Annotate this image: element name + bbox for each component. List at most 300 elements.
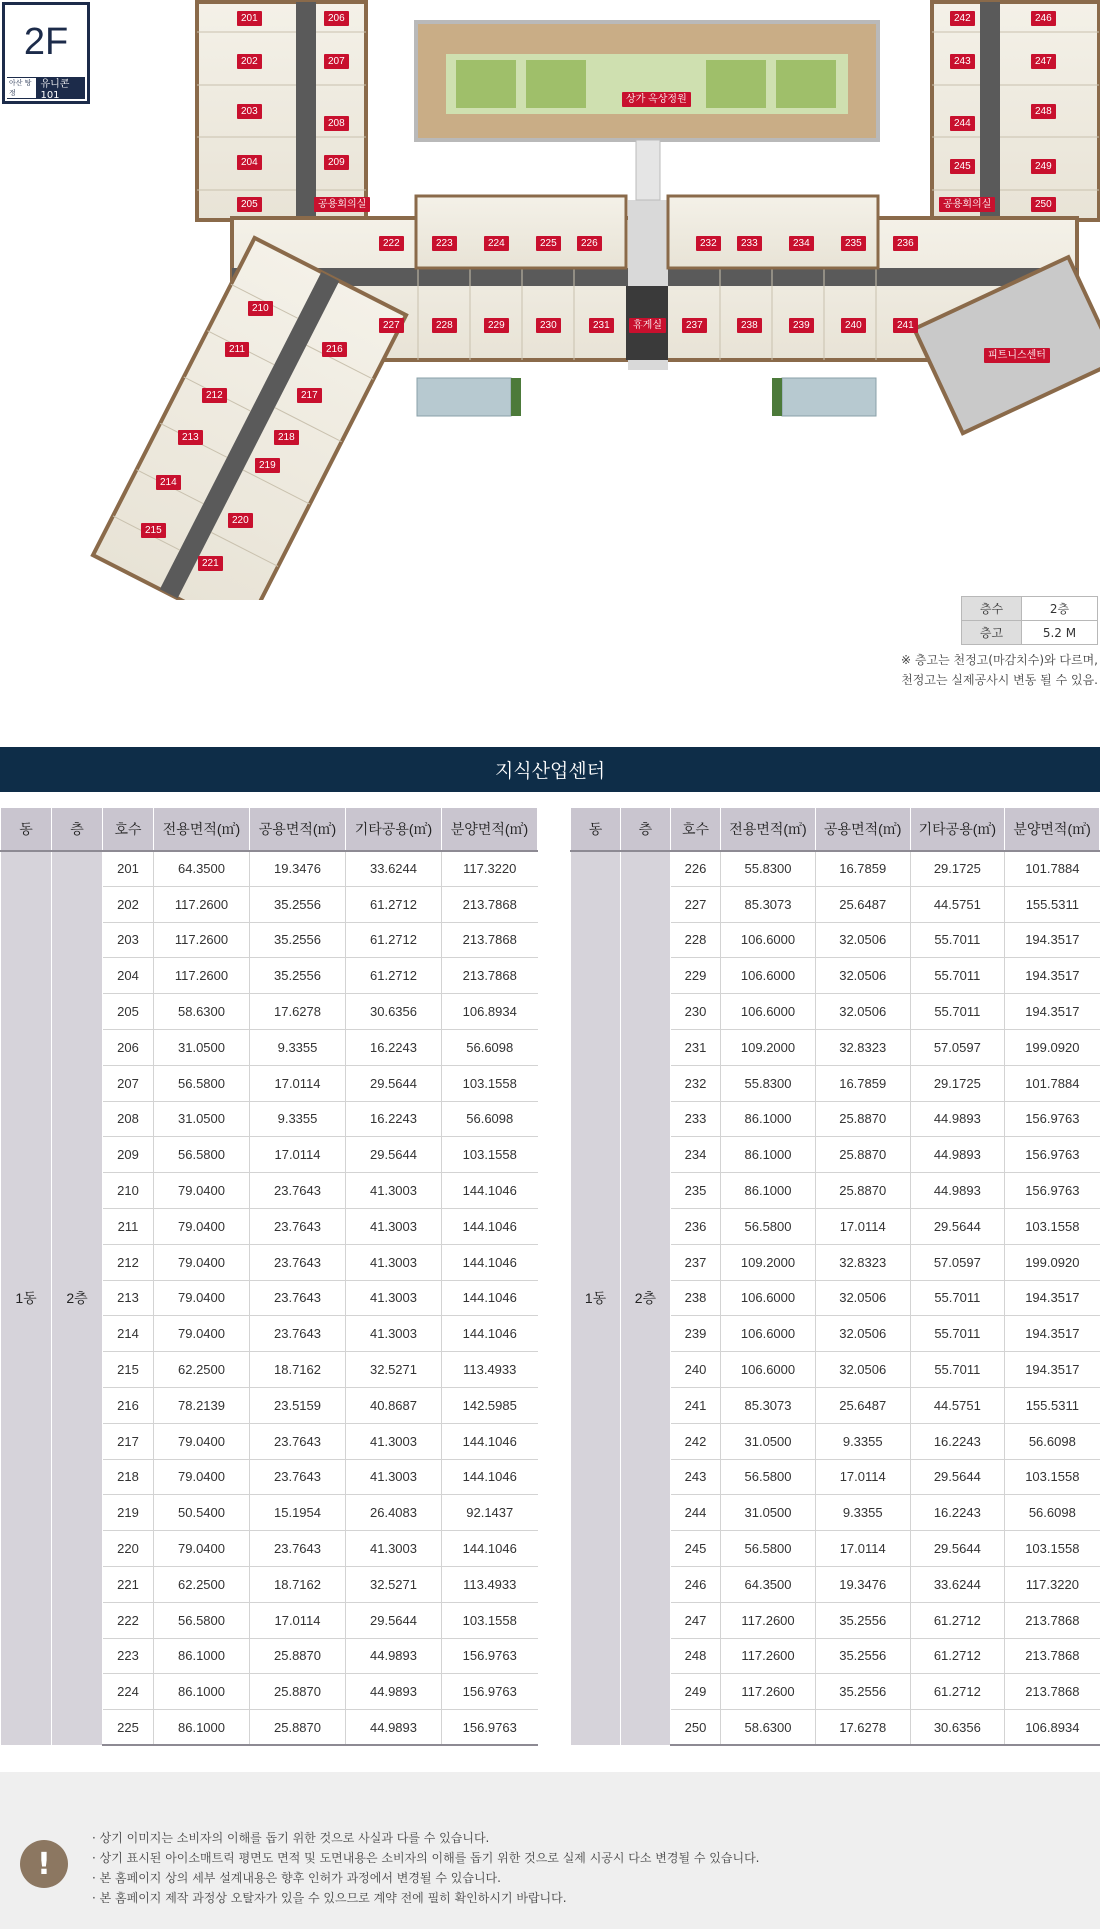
cell-private-area: 50.5400 xyxy=(154,1495,250,1531)
cell-sale-area: 117.3220 xyxy=(1005,1566,1100,1602)
unit-tag-228: 228 xyxy=(432,318,457,333)
cell-common-area: 25.6487 xyxy=(815,1387,910,1423)
cell-common-area: 25.8870 xyxy=(815,1173,910,1209)
cell-private-area: 117.2600 xyxy=(721,1674,816,1710)
unit-tag-239: 239 xyxy=(789,318,814,333)
cell-other-common: 29.5644 xyxy=(346,1602,442,1638)
cell-private-area: 106.6000 xyxy=(721,994,816,1030)
table-body xyxy=(571,851,1100,1746)
lounge-tag: 휴게실 xyxy=(629,318,666,333)
unit-tag-216: 216 xyxy=(322,342,347,357)
cell-other-common: 16.2243 xyxy=(346,1101,442,1137)
unit-tag-210: 210 xyxy=(248,301,273,316)
header-private: 전용면적(㎡) xyxy=(721,808,816,851)
cell-sale-area: 103.1558 xyxy=(442,1137,538,1173)
cell-unit: 201 xyxy=(103,851,154,887)
cell-common-area: 35.2556 xyxy=(815,1602,910,1638)
unit-tag-249: 249 xyxy=(1031,159,1056,174)
cell-other-common: 41.3003 xyxy=(346,1244,442,1280)
cell-floor: 2층 xyxy=(620,851,670,1746)
unit-tag-212: 212 xyxy=(202,388,227,403)
rooftop-garden-tag: 상가 옥상정원 xyxy=(622,92,691,107)
cell-private-area: 31.0500 xyxy=(154,1029,250,1065)
header-floor: 층 xyxy=(620,808,670,851)
cell-sale-area: 103.1558 xyxy=(1005,1208,1100,1244)
unit-tag-241: 241 xyxy=(893,318,918,333)
cell-private-area: 79.0400 xyxy=(154,1459,250,1495)
cell-dong: 1동 xyxy=(1,851,52,1746)
cell-other-common: 41.3003 xyxy=(346,1531,442,1567)
cell-unit: 207 xyxy=(103,1065,154,1101)
cell-other-common: 41.3003 xyxy=(346,1280,442,1316)
unit-tag-235: 235 xyxy=(841,236,866,251)
cell-other-common: 55.7011 xyxy=(910,958,1005,994)
notice-item: · 본 홈페이지 상의 세부 설계내용은 향후 인허가 과정에서 변경될 수 있습니다. xyxy=(92,1871,501,1885)
cell-other-common: 61.2712 xyxy=(346,886,442,922)
notice-item: · 상기 이미지는 소비자의 이해를 돕기 위한 것으로 사실과 다를 수 있습니다. xyxy=(92,1831,490,1845)
cell-common-area: 15.1954 xyxy=(250,1495,346,1531)
cell-unit: 229 xyxy=(670,958,720,994)
cell-other-common: 41.3003 xyxy=(346,1173,442,1209)
floor-plan-drawing xyxy=(0,0,1100,600)
cell-common-area: 25.8870 xyxy=(250,1710,346,1746)
cell-common-area: 23.7643 xyxy=(250,1459,346,1495)
cell-unit: 225 xyxy=(103,1710,154,1746)
cell-common-area: 17.0114 xyxy=(815,1531,910,1567)
cell-sale-area: 103.1558 xyxy=(442,1065,538,1101)
cell-unit: 249 xyxy=(670,1674,720,1710)
cell-unit: 208 xyxy=(103,1101,154,1137)
header-unit: 호수 xyxy=(670,808,720,851)
cell-common-area: 35.2556 xyxy=(250,958,346,994)
cell-other-common: 32.5271 xyxy=(346,1352,442,1388)
cell-other-common: 44.9893 xyxy=(346,1638,442,1674)
unit-tag-204: 204 xyxy=(237,155,262,170)
cell-common-area: 17.0114 xyxy=(250,1602,346,1638)
unit-tag-233: 233 xyxy=(737,236,762,251)
cell-sale-area: 103.1558 xyxy=(442,1602,538,1638)
cell-private-area: 85.3073 xyxy=(721,886,816,922)
cell-private-area: 117.2600 xyxy=(154,886,250,922)
unit-tag-229: 229 xyxy=(484,318,509,333)
cell-unit: 210 xyxy=(103,1173,154,1209)
cell-unit: 231 xyxy=(670,1029,720,1065)
cell-unit: 223 xyxy=(103,1638,154,1674)
table-header-row xyxy=(1,808,538,851)
cell-sale-area: 144.1046 xyxy=(442,1208,538,1244)
cell-private-area: 86.1000 xyxy=(154,1638,250,1674)
cell-private-area: 106.6000 xyxy=(721,1352,816,1388)
cell-common-area: 32.0506 xyxy=(815,922,910,958)
cell-other-common: 61.2712 xyxy=(910,1674,1005,1710)
cell-unit: 246 xyxy=(670,1566,720,1602)
cell-sale-area: 103.1558 xyxy=(1005,1459,1100,1495)
cell-private-area: 79.0400 xyxy=(154,1173,250,1209)
cell-sale-area: 155.5311 xyxy=(1005,1387,1100,1423)
cell-common-area: 19.3476 xyxy=(250,851,346,887)
section-title: 지식산업센터 xyxy=(0,747,1100,792)
table-header-row xyxy=(571,808,1100,851)
cell-private-area: 86.1000 xyxy=(154,1710,250,1746)
cell-other-common: 44.5751 xyxy=(910,1387,1005,1423)
cell-other-common: 55.7011 xyxy=(910,1316,1005,1352)
info-value: 5.2 M xyxy=(1022,621,1098,645)
cell-private-area: 56.5800 xyxy=(721,1208,816,1244)
header-common: 공용면적(㎡) xyxy=(815,808,910,851)
cell-common-area: 32.0506 xyxy=(815,958,910,994)
unit-tag-248: 248 xyxy=(1031,104,1056,119)
cell-private-area: 78.2139 xyxy=(154,1387,250,1423)
cell-other-common: 33.6244 xyxy=(910,1566,1005,1602)
cell-private-area: 55.8300 xyxy=(721,1065,816,1101)
cell-common-area: 17.0114 xyxy=(250,1137,346,1173)
cell-other-common: 61.2712 xyxy=(346,958,442,994)
cell-sale-area: 194.3517 xyxy=(1005,994,1100,1030)
unit-tag-225: 225 xyxy=(536,236,561,251)
cell-other-common: 30.6356 xyxy=(910,1710,1005,1746)
header-dong: 동 xyxy=(571,808,621,851)
cell-unit: 202 xyxy=(103,886,154,922)
meeting-room-tag-right: 공용회의실 xyxy=(939,197,995,212)
cell-common-area: 25.6487 xyxy=(815,886,910,922)
unit-tag-223: 223 xyxy=(432,236,457,251)
cell-private-area: 106.6000 xyxy=(721,1316,816,1352)
cell-common-area: 19.3476 xyxy=(815,1566,910,1602)
cell-private-area: 106.6000 xyxy=(721,922,816,958)
cell-other-common: 29.5644 xyxy=(910,1208,1005,1244)
cell-common-area: 32.0506 xyxy=(815,1280,910,1316)
header-total: 분양면적(㎡) xyxy=(1005,808,1100,851)
cell-common-area: 16.7859 xyxy=(815,1065,910,1101)
cell-other-common: 32.5271 xyxy=(346,1566,442,1602)
cell-private-area: 79.0400 xyxy=(154,1316,250,1352)
cell-unit: 217 xyxy=(103,1423,154,1459)
unit-tag-209: 209 xyxy=(324,155,349,170)
cell-unit: 213 xyxy=(103,1280,154,1316)
cell-unit: 233 xyxy=(670,1101,720,1137)
cell-private-area: 79.0400 xyxy=(154,1423,250,1459)
cell-common-area: 23.7643 xyxy=(250,1244,346,1280)
cell-unit: 228 xyxy=(670,922,720,958)
unit-tag-226: 226 xyxy=(577,236,602,251)
cell-private-area: 56.5800 xyxy=(154,1065,250,1101)
cell-unit: 218 xyxy=(103,1459,154,1495)
cell-sale-area: 156.9763 xyxy=(442,1638,538,1674)
cell-sale-area: 156.9763 xyxy=(442,1674,538,1710)
cell-sale-area: 106.8934 xyxy=(442,994,538,1030)
cell-common-area: 18.7162 xyxy=(250,1566,346,1602)
cell-other-common: 57.0597 xyxy=(910,1244,1005,1280)
cell-unit: 232 xyxy=(670,1065,720,1101)
unit-tag-244: 244 xyxy=(950,116,975,131)
cell-private-area: 56.5800 xyxy=(721,1459,816,1495)
cell-common-area: 9.3355 xyxy=(815,1423,910,1459)
cell-sale-area: 213.7868 xyxy=(1005,1638,1100,1674)
exclamation-icon: ! xyxy=(20,1840,68,1888)
cell-common-area: 25.8870 xyxy=(815,1101,910,1137)
cell-sale-area: 117.3220 xyxy=(442,851,538,887)
notice-box xyxy=(0,1772,1100,1929)
cell-other-common: 29.1725 xyxy=(910,1065,1005,1101)
floor-info-table xyxy=(961,596,1098,645)
cell-private-area: 86.1000 xyxy=(721,1101,816,1137)
cell-unit: 216 xyxy=(103,1387,154,1423)
cell-unit: 239 xyxy=(670,1316,720,1352)
cell-other-common: 41.3003 xyxy=(346,1459,442,1495)
unit-tag-250: 250 xyxy=(1031,197,1056,212)
cell-unit: 240 xyxy=(670,1352,720,1388)
cell-sale-area: 213.7868 xyxy=(1005,1674,1100,1710)
cell-unit: 241 xyxy=(670,1387,720,1423)
unit-tag-247: 247 xyxy=(1031,54,1056,69)
cell-other-common: 44.9893 xyxy=(910,1101,1005,1137)
unit-tag-203: 203 xyxy=(237,104,262,119)
cell-sale-area: 56.6098 xyxy=(442,1029,538,1065)
cell-other-common: 55.7011 xyxy=(910,1352,1005,1388)
unit-tag-245: 245 xyxy=(950,159,975,174)
cell-private-area: 79.0400 xyxy=(154,1280,250,1316)
cell-common-area: 9.3355 xyxy=(250,1101,346,1137)
cell-sale-area: 144.1046 xyxy=(442,1316,538,1352)
unit-tag-236: 236 xyxy=(893,236,918,251)
cell-common-area: 17.6278 xyxy=(815,1710,910,1746)
floor-badge xyxy=(2,2,90,104)
cell-common-area: 25.8870 xyxy=(815,1137,910,1173)
cell-common-area: 23.5159 xyxy=(250,1387,346,1423)
cell-private-area: 56.5800 xyxy=(154,1602,250,1638)
cell-unit: 234 xyxy=(670,1137,720,1173)
cell-private-area: 79.0400 xyxy=(154,1244,250,1280)
cell-other-common: 55.7011 xyxy=(910,922,1005,958)
cell-common-area: 16.7859 xyxy=(815,851,910,887)
cell-unit: 235 xyxy=(670,1173,720,1209)
cell-common-area: 35.2556 xyxy=(250,886,346,922)
unit-tag-208: 208 xyxy=(324,116,349,131)
unit-tag-234: 234 xyxy=(789,236,814,251)
unit-tag-205: 205 xyxy=(237,197,262,212)
meeting-room-tag-left: 공용회의실 xyxy=(314,197,370,212)
cell-common-area: 35.2556 xyxy=(250,922,346,958)
cell-other-common: 16.2243 xyxy=(910,1495,1005,1531)
cell-common-area: 9.3355 xyxy=(815,1495,910,1531)
unit-tag-215: 215 xyxy=(141,523,166,538)
cell-sale-area: 194.3517 xyxy=(1005,1352,1100,1388)
cell-other-common: 41.3003 xyxy=(346,1423,442,1459)
header-unit: 호수 xyxy=(103,808,154,851)
cell-dong: 1동 xyxy=(571,851,621,1746)
cell-other-common: 29.5644 xyxy=(910,1459,1005,1495)
cell-unit: 237 xyxy=(670,1244,720,1280)
cell-common-area: 35.2556 xyxy=(815,1674,910,1710)
unit-tag-230: 230 xyxy=(536,318,561,333)
cell-sale-area: 156.9763 xyxy=(1005,1137,1100,1173)
cell-common-area: 25.8870 xyxy=(250,1638,346,1674)
cell-unit: 209 xyxy=(103,1137,154,1173)
cell-sale-area: 194.3517 xyxy=(1005,958,1100,994)
header-common: 공용면적(㎡) xyxy=(250,808,346,851)
cell-private-area: 117.2600 xyxy=(721,1602,816,1638)
header-other: 기타공용(㎡) xyxy=(346,808,442,851)
cell-common-area: 23.7643 xyxy=(250,1280,346,1316)
cell-other-common: 16.2243 xyxy=(910,1423,1005,1459)
cell-other-common: 29.5644 xyxy=(910,1531,1005,1567)
cell-other-common: 61.2712 xyxy=(910,1602,1005,1638)
cell-floor: 2층 xyxy=(52,851,103,1746)
cell-unit: 215 xyxy=(103,1352,154,1388)
header-total: 분양면적(㎡) xyxy=(442,808,538,851)
cell-sale-area: 56.6098 xyxy=(1005,1423,1100,1459)
unit-tag-232: 232 xyxy=(696,236,721,251)
cell-private-area: 58.6300 xyxy=(154,994,250,1030)
cell-other-common: 57.0597 xyxy=(910,1029,1005,1065)
cell-common-area: 32.8323 xyxy=(815,1244,910,1280)
cell-sale-area: 56.6098 xyxy=(1005,1495,1100,1531)
cell-common-area: 32.0506 xyxy=(815,1316,910,1352)
cell-other-common: 55.7011 xyxy=(910,1280,1005,1316)
cell-sale-area: 144.1046 xyxy=(442,1459,538,1495)
header-floor: 층 xyxy=(52,808,103,851)
cell-private-area: 79.0400 xyxy=(154,1531,250,1567)
unit-tag-238: 238 xyxy=(737,318,762,333)
cell-unit: 226 xyxy=(670,851,720,887)
cell-other-common: 33.6244 xyxy=(346,851,442,887)
cell-other-common: 41.3003 xyxy=(346,1316,442,1352)
cell-other-common: 61.2712 xyxy=(910,1638,1005,1674)
cell-sale-area: 156.9763 xyxy=(442,1710,538,1746)
unit-tag-219: 219 xyxy=(255,458,280,473)
cell-unit: 230 xyxy=(670,994,720,1030)
cell-private-area: 62.2500 xyxy=(154,1352,250,1388)
cell-private-area: 31.0500 xyxy=(721,1423,816,1459)
note-line: 천정고는 실제공사시 변동 될 수 있음. xyxy=(901,673,1098,687)
info-key: 층수 xyxy=(962,597,1022,621)
cell-common-area: 17.0114 xyxy=(815,1459,910,1495)
cell-common-area: 17.6278 xyxy=(250,994,346,1030)
cell-private-area: 64.3500 xyxy=(721,1566,816,1602)
cell-sale-area: 213.7868 xyxy=(1005,1602,1100,1638)
cell-unit: 247 xyxy=(670,1602,720,1638)
cell-unit: 211 xyxy=(103,1208,154,1244)
cell-other-common: 61.2712 xyxy=(346,922,442,958)
cell-sale-area: 144.1046 xyxy=(442,1280,538,1316)
notice-item: · 상기 표시된 아이소매트릭 평면도 면적 및 도면내용은 소비자의 이해를 돕기 위한 것으로 실제 시공시 다소 변경될 수 있습니다. xyxy=(92,1851,760,1865)
floor-plan xyxy=(0,0,1100,600)
cell-common-area: 9.3355 xyxy=(250,1029,346,1065)
cell-common-area: 32.0506 xyxy=(815,1352,910,1388)
cell-other-common: 55.7011 xyxy=(910,994,1005,1030)
cell-private-area: 106.6000 xyxy=(721,958,816,994)
unit-tag-231: 231 xyxy=(589,318,614,333)
cell-sale-area: 144.1046 xyxy=(442,1244,538,1280)
cell-unit: 236 xyxy=(670,1208,720,1244)
table-row xyxy=(571,851,1100,887)
cell-sale-area: 56.6098 xyxy=(442,1101,538,1137)
unit-tag-214: 214 xyxy=(156,475,181,490)
unit-tag-242: 242 xyxy=(950,11,975,26)
cell-unit: 245 xyxy=(670,1531,720,1567)
unit-tag-246: 246 xyxy=(1031,11,1056,26)
cell-sale-area: 194.3517 xyxy=(1005,922,1100,958)
cell-unit: 250 xyxy=(670,1710,720,1746)
cell-sale-area: 156.9763 xyxy=(1005,1101,1100,1137)
unit-tag-213: 213 xyxy=(178,430,203,445)
header-private: 전용면적(㎡) xyxy=(154,808,250,851)
cell-unit: 248 xyxy=(670,1638,720,1674)
cell-private-area: 109.2000 xyxy=(721,1244,816,1280)
cell-unit: 244 xyxy=(670,1495,720,1531)
cell-common-area: 17.0114 xyxy=(250,1065,346,1101)
cell-private-area: 117.2600 xyxy=(154,922,250,958)
cell-other-common: 44.9893 xyxy=(910,1137,1005,1173)
cell-sale-area: 194.3517 xyxy=(1005,1316,1100,1352)
cell-private-area: 117.2600 xyxy=(154,958,250,994)
unit-tag-220: 220 xyxy=(228,513,253,528)
unit-tag-218: 218 xyxy=(274,430,299,445)
fitness-center-tag: 피트니스센터 xyxy=(984,348,1050,363)
cell-sale-area: 113.4933 xyxy=(442,1566,538,1602)
cell-private-area: 106.6000 xyxy=(721,1280,816,1316)
cell-unit: 243 xyxy=(670,1459,720,1495)
cell-sale-area: 144.1046 xyxy=(442,1173,538,1209)
area-table-left xyxy=(0,807,538,1746)
cell-sale-area: 144.1046 xyxy=(442,1531,538,1567)
unit-tag-207: 207 xyxy=(324,54,349,69)
cell-common-area: 17.0114 xyxy=(815,1208,910,1244)
cell-unit: 214 xyxy=(103,1316,154,1352)
cell-other-common: 30.6356 xyxy=(346,994,442,1030)
cell-private-area: 55.8300 xyxy=(721,851,816,887)
area-table-right xyxy=(570,807,1100,1746)
cell-other-common: 40.8687 xyxy=(346,1387,442,1423)
cell-private-area: 109.2000 xyxy=(721,1029,816,1065)
brand-strip xyxy=(7,77,85,99)
cell-sale-area: 213.7868 xyxy=(442,922,538,958)
ceiling-height-note xyxy=(901,650,1098,690)
info-row xyxy=(962,597,1098,621)
cell-other-common: 29.1725 xyxy=(910,851,1005,887)
table-body xyxy=(1,851,538,1746)
cell-unit: 220 xyxy=(103,1531,154,1567)
cell-unit: 238 xyxy=(670,1280,720,1316)
cell-common-area: 23.7643 xyxy=(250,1531,346,1567)
cell-common-area: 18.7162 xyxy=(250,1352,346,1388)
unit-tag-211: 211 xyxy=(225,342,249,357)
cell-private-area: 62.2500 xyxy=(154,1566,250,1602)
notice-item: · 본 홈페이지 제작 과정상 오탈자가 있을 수 있으므로 계약 전에 필히 확인하시기 바랍니다. xyxy=(92,1891,567,1905)
cell-private-area: 86.1000 xyxy=(721,1137,816,1173)
cell-common-area: 25.8870 xyxy=(250,1674,346,1710)
cell-unit: 203 xyxy=(103,922,154,958)
unit-tag-221: 221 xyxy=(198,556,223,571)
header-dong: 동 xyxy=(1,808,52,851)
brand-sub-label: 아산 탕정 xyxy=(7,78,36,98)
cell-private-area: 64.3500 xyxy=(154,851,250,887)
brand-label: 유니콘 101 xyxy=(40,79,70,101)
cell-private-area: 86.1000 xyxy=(721,1173,816,1209)
cell-sale-area: 106.8934 xyxy=(1005,1710,1100,1746)
info-row xyxy=(962,621,1098,645)
cell-common-area: 23.7643 xyxy=(250,1208,346,1244)
cell-other-common: 41.3003 xyxy=(346,1208,442,1244)
cell-other-common: 26.4083 xyxy=(346,1495,442,1531)
cell-unit: 227 xyxy=(670,886,720,922)
cell-common-area: 32.8323 xyxy=(815,1029,910,1065)
cell-common-area: 32.0506 xyxy=(815,994,910,1030)
cell-sale-area: 156.9763 xyxy=(1005,1173,1100,1209)
cell-other-common: 29.5644 xyxy=(346,1137,442,1173)
cell-sale-area: 199.0920 xyxy=(1005,1244,1100,1280)
unit-tag-237: 237 xyxy=(682,318,707,333)
